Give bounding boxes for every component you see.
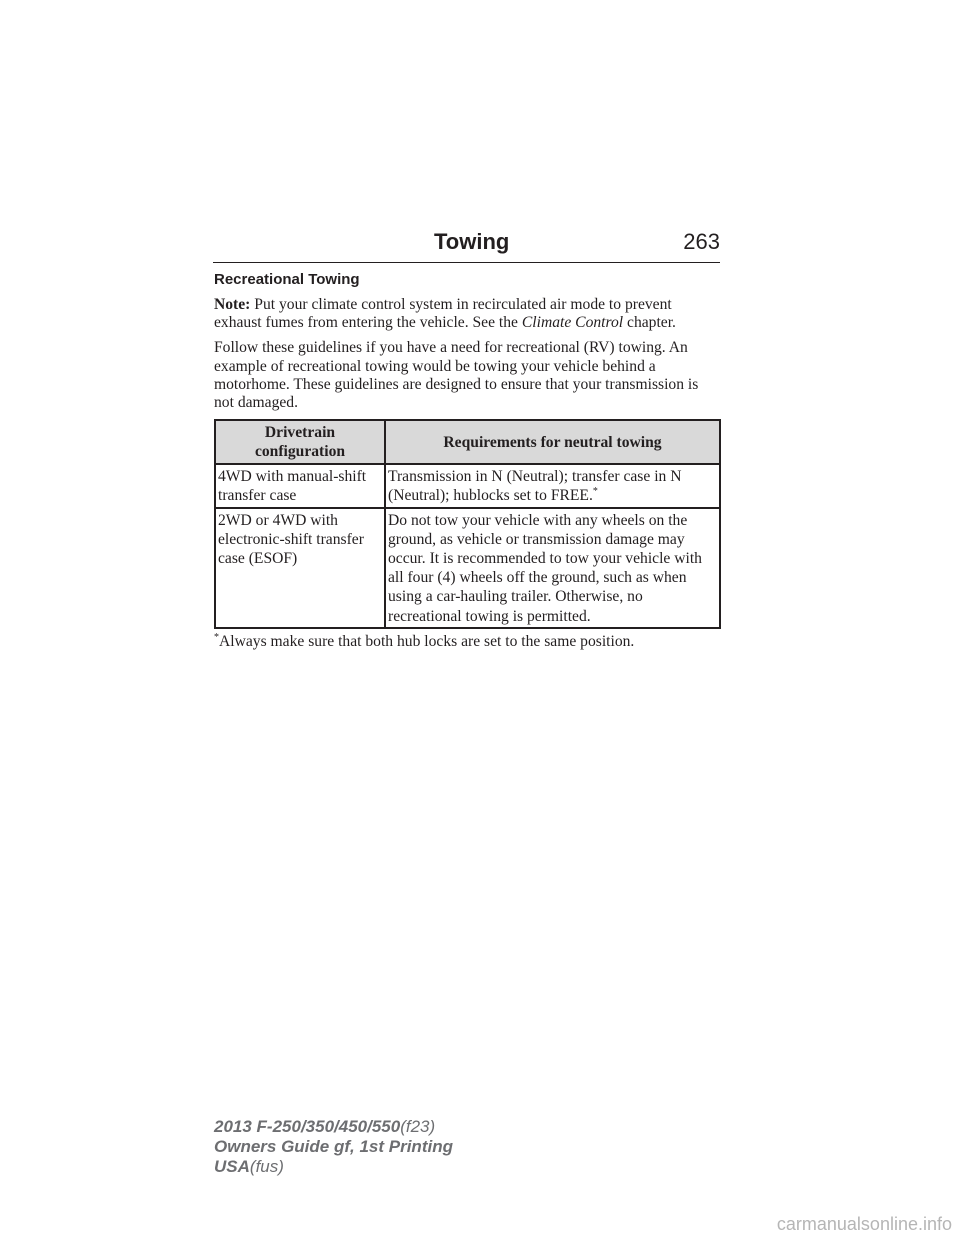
footer-line-model [214,1117,453,1137]
footer-line-guide: Owners Guide gf, 1st Printing [214,1137,453,1156]
requirement-text: Transmission in N (Neutral); transfer case in N (Neutral); hublocks set to FREE. [388,468,682,505]
table-row [215,464,720,507]
section-title: Recreational Towing [214,271,360,288]
header-drivetrain: Drivetrain configuration [215,420,385,464]
footer-model: 2013 F-250/350/450/550 [214,1117,401,1136]
page-number: 263 [683,229,720,254]
note-paragraph [214,296,721,332]
page-content [214,270,721,651]
footnote-mark: * [592,486,598,498]
note-label: Note: [214,296,251,313]
neutral-towing-table [214,419,721,629]
header-requirements: Requirements for neutral towing [385,420,720,464]
row-config-cell: 4WD with manual-shift transfer case [215,464,385,507]
footnote-text: Always make sure that both hub locks are set to the same position. [219,632,635,650]
footer-line-market [214,1157,453,1177]
table-header-row [215,420,720,464]
page-header [213,228,720,263]
note-text: Put your climate control system in recirculated air mode to prevent exhaust fumes from entering the vehicle. See the [214,296,672,332]
intro-paragraph: Follow these guidelines if you have a need for recreational (RV) towing. An example of recreational towing would be towing your vehicle behind a motorhome. These guidelines are designed to ensure that your transmission is not damaged. [214,339,699,412]
footer-model-code: (f23) [400,1117,436,1136]
row-requirement-cell: Do not tow your vehicle with any wheels on the ground, as vehicle or transmission damage may occur. It is recommended to tow your vehicle with all four (4) wheels off the ground, such as when using a car-hauling trailer. Otherwise, no recreational towing is permitted. [385,508,720,628]
chapter-title: Towing [434,229,510,254]
note-tail: chapter. [627,314,676,332]
footnote [214,633,721,651]
footer-market-code: (fus) [249,1157,284,1176]
watermark-link[interactable]: carmanualsonline.info [776,1214,952,1234]
row-config-cell: 2WD or 4WD with electronic-shift transfer case (ESOF) [215,508,385,628]
footnote-asterisk: * [214,631,219,643]
table-row [215,508,720,628]
document-footer [214,1117,453,1177]
row-requirement-cell [385,464,720,507]
footer-market: USA [214,1157,250,1176]
note-chapter-ref: Climate Control [521,314,624,332]
